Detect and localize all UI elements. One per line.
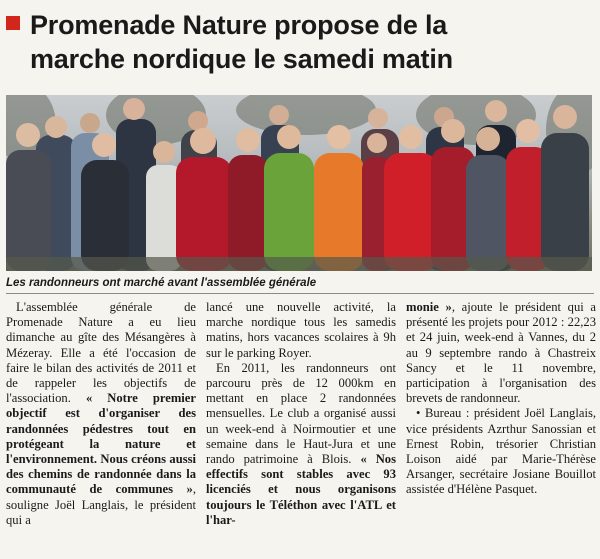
paragraph-text: L'assemblée générale de Promenade Nature a eu lieu dimanche au gîte des Mésangères à Mézeray. Elle a été l'occasion de faire le bilan des activités de 2011 et de rappeler les objectifs de l'association. [6,300,196,406]
quote-bold: « Notre premier objectif est d'organiser des randonnées pédestres tout en protégeant la nature et l'environnement. Nous créons aussi des chemins de randonnée dans la communauté de communes » [6,391,196,497]
group-photo-icon [6,95,592,271]
headline [6,8,596,76]
paragraph-text: En 2011, les randonneurs ont parcouru près de 12 000km en mettant en place 2 randonnées mensuelles. Le club a organisé aussi un week-end à Noirmoutier et une semaine dans le Haut-Jura et une rando patrimoine à Blois. [206,360,396,467]
paragraph-text: , ajoute le président qui a présenté les projets pour 2012 : 22,23 et 24 juin, week-end à Vannes, du 2 au 9 septembre rando à Chastreix Sancy et le 11 novembre, participation à l'organisation des brevets de randonneur. [406,300,596,406]
article-body [6,300,596,558]
paragraph: lancé une nouvelle activité, la marche nordique tous les samedis matins, hors vacances scolaires à 9h sur le parking Royer. [206,300,396,360]
paragraph [406,300,596,406]
paragraph [6,300,196,528]
quote-tail: , souligne Joël Langlais, le président qui a [6,482,196,527]
red-square-icon [6,16,20,30]
headline-line-2: marche nordique le samedi matin [30,44,453,74]
article-column-1 [6,300,196,558]
article-column-2 [206,300,396,558]
bureau-paragraph: • Bureau : président Joël Langlais, vice présidents Azrthur Sanossian et Ernest Robin, trésorier Christian Loison aidé par Marie-Thérèse Arsanger, secrétaire Josiane Bouillot assistée d'Hélène Pasquet. [406,406,596,497]
group-photo [6,95,592,271]
paragraph [206,361,396,528]
headline-line-1-text: Promenade Nature propose de la [30,10,448,40]
article-column-3 [406,300,596,558]
headline-line-1 [6,8,596,42]
photo-caption: Les randonneurs ont marché avant l'assemblée générale [6,277,317,289]
quote-bold: monie » [406,300,452,314]
quote-bold: « Nos effectifs sont stables avec 93 licenciés et nous organisons toujours le Téléthon avec l'ATL et l'har- [206,452,396,527]
caption-divider [6,293,594,294]
